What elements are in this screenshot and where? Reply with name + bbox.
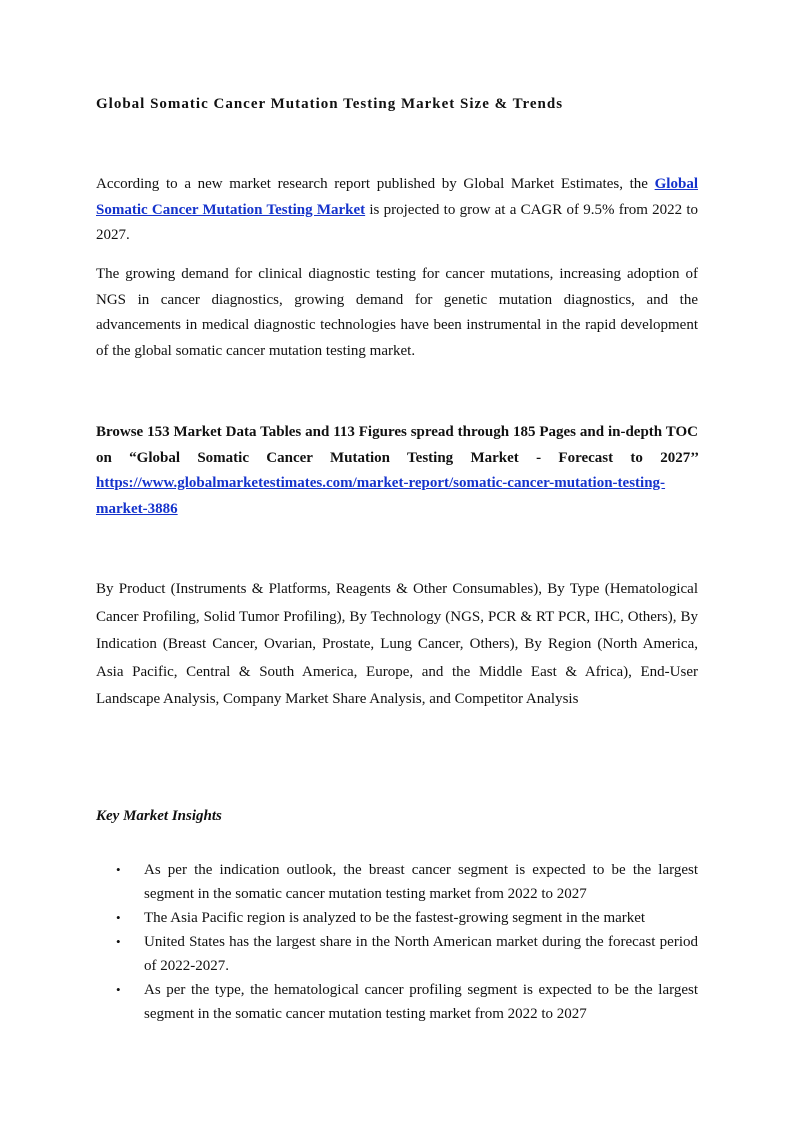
insight-text: United States has the largest share in the North American market during the forecast period of 2022-2027. — [144, 934, 698, 974]
bullet-icon: • — [116, 982, 121, 997]
intro-text-after: is projected to grow at a CAGR of 9.5% from 2022 to 2027. — [96, 201, 699, 243]
bullet-icon: • — [116, 862, 121, 877]
list-item — [96, 858, 698, 906]
insight-text: As per the type, the hematological cancer profiling segment is expected to be the largest segment in the somatic cancer mutation testing market from 2022 to 2027 — [144, 982, 698, 1022]
list-item — [96, 930, 698, 978]
intro-text-before: According to a new market research report published by Global Market Estimates, the — [96, 176, 655, 192]
browse-text: Browse 153 Market Data Tables and 113 Figures spread through 185 Pages and in-depth TOC on “Global Somatic Cancer Mutation Testing Market - Forecast to 2027’’ — [96, 424, 698, 466]
report-url-link[interactable]: https://www.globalmarketestimates.com/market-report/somatic-cancer-mutation-testing-market-3886 — [96, 475, 666, 517]
insight-text: As per the indication outlook, the breast cancer segment is expected to be the largest segment in the somatic cancer mutation testing market from 2022 to 2027 — [144, 862, 698, 902]
key-insights-list — [96, 858, 698, 1026]
intro-paragraph — [96, 172, 698, 249]
list-item — [96, 906, 698, 930]
list-item — [96, 978, 698, 1026]
key-insights-heading: Key Market Insights — [96, 808, 222, 824]
segments-paragraph: By Product (Instruments & Platforms, Reagents & Other Consumables), By Type (Hematological Cancer Profiling, Solid Tumor Profiling), By Technology (NGS, PCR & RT PCR, IHC, Others), By Indication (Breast Cancer, Ovarian, Prostate, Lung Cancer, Others), By Region (North America, Asia Pacific, Central & South America, Europe, and the Middle East & Africa), End-User Landscape Analysis, Company Market Share Analysis, and Competitor Analysis — [96, 581, 698, 707]
bullet-icon: • — [116, 934, 121, 949]
page-title: Global Somatic Cancer Mutation Testing Market Size & Trends — [96, 96, 564, 112]
drivers-paragraph: The growing demand for clinical diagnostic testing for cancer mutations, increasing adoption of NGS in cancer diagnostics, growing demand for genetic mutation diagnostics, and the advancements in medical diagnostic technologies have been instrumental in the rapid development of the global somatic cancer mutation testing market. — [96, 266, 698, 359]
bullet-icon: • — [116, 910, 121, 925]
market-report-link[interactable]: Global Somatic Cancer Mutation Testing Market — [96, 176, 698, 218]
browse-paragraph — [96, 420, 698, 522]
insight-text: The Asia Pacific region is analyzed to be the fastest-growing segment in the market — [144, 910, 646, 926]
